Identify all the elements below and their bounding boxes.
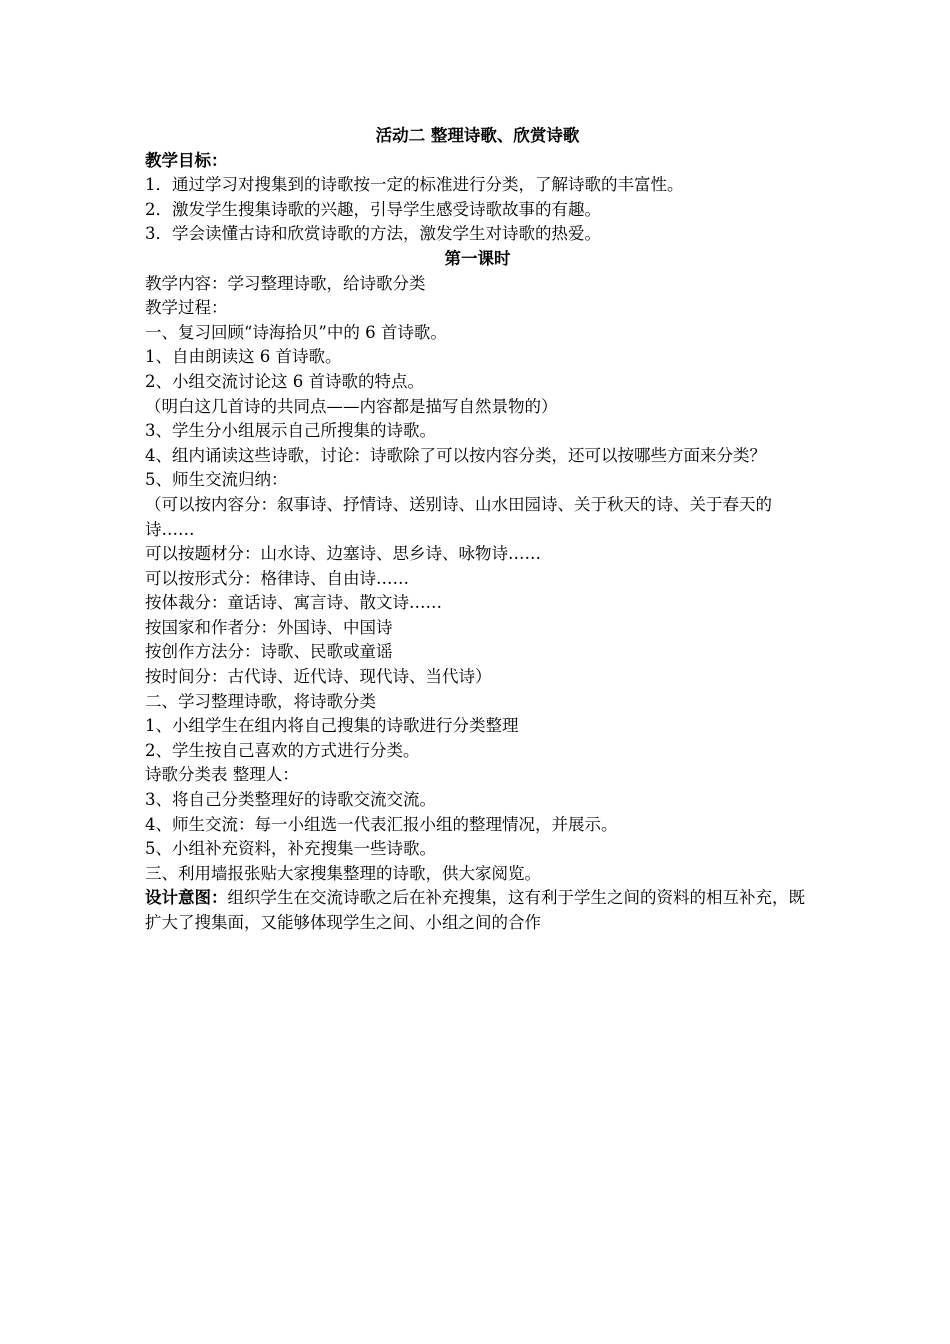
section1-item: 5、师生交流归纳： <box>145 470 288 490</box>
process-heading: 教学过程： <box>145 298 228 318</box>
lesson-heading: 第一课时 <box>444 248 511 268</box>
goal-item: 3．学会读懂古诗和欣赏诗歌的方法，激发学生对诗歌的热爱。 <box>145 224 601 244</box>
content-line: 教学内容：学习整理诗歌，给诗歌分类 <box>145 273 426 293</box>
section1-item: 4、组内诵读这些诗歌，讨论：诗歌除了可以按内容分类，还可以按哪些方面来分类？ <box>145 445 766 465</box>
design-intent <box>145 886 810 935</box>
document-title: 活动二 整理诗歌、欣赏诗歌 <box>375 126 580 145</box>
document-page <box>145 124 810 936</box>
section3-heading: 三、利用墙报张贴大家搜集整理的诗歌，供大家阅览。 <box>145 863 541 883</box>
section1-item: 可以按形式分：格律诗、自由诗…… <box>145 568 409 588</box>
section1-item: （明白这几首诗的共同点——内容都是描写自然景物的） <box>145 396 558 416</box>
goals-heading: 教学目标： <box>145 150 228 170</box>
section2-item: 诗歌分类表 整理人： <box>145 765 299 785</box>
section1-item: 按国家和作者分：外国诗、中国诗 <box>145 617 393 637</box>
goal-item: 2．激发学生搜集诗歌的兴趣，引导学生感受诗歌故事的有趣。 <box>145 199 601 219</box>
design-intent-text: 组织学生在交流诗歌之后在补充搜集，这有利于学生之间的资料的相互补充，既扩大了搜集面，又能够体现学生之间、小组之间的合作 <box>145 888 805 932</box>
section1-item: 按创作方法分：诗歌、民歌或童谣 <box>145 642 393 662</box>
section1-item: 1、自由朗读这 6 首诗歌。 <box>145 347 342 367</box>
section2-item: 2、学生按自己喜欢的方式进行分类。 <box>145 740 420 760</box>
section1-item: 按体裁分：童话诗、寓言诗、散文诗…… <box>145 593 442 613</box>
section1-item: 2、小组交流讨论这 6 首诗歌的特点。 <box>145 371 424 391</box>
section2-item: 5、小组补充资料，补充搜集一些诗歌。 <box>145 839 436 859</box>
section2-item: 4、师生交流：每一小组选一代表汇报小组的整理情况，并展示。 <box>145 814 618 834</box>
section1-item: 按时间分：古代诗、近代诗、现代诗、当代诗） <box>145 667 492 687</box>
design-intent-label: 设计意图： <box>145 888 228 908</box>
section1-item: （可以按内容分：叙事诗、抒情诗、送别诗、山水田园诗、关于秋天的诗、关于春天的诗…… <box>145 494 772 539</box>
section1-item: 3、学生分小组展示自己所搜集的诗歌。 <box>145 421 436 441</box>
goal-item: 1．通过学习对搜集到的诗歌按一定的标准进行分类，了解诗歌的丰富性。 <box>145 175 684 195</box>
section2-item: 1、小组学生在组内将自己搜集的诗歌进行分类整理 <box>145 716 519 736</box>
section1-heading: 一、复习回顾“诗海拾贝”中的 6 首诗歌。 <box>145 322 447 342</box>
section2-item: 3、将自己分类整理好的诗歌交流交流。 <box>145 790 436 810</box>
section2-heading: 二、学习整理诗歌，将诗歌分类 <box>145 691 376 711</box>
section1-item: 可以按题材分：山水诗、边塞诗、思乡诗、咏物诗…… <box>145 544 541 564</box>
